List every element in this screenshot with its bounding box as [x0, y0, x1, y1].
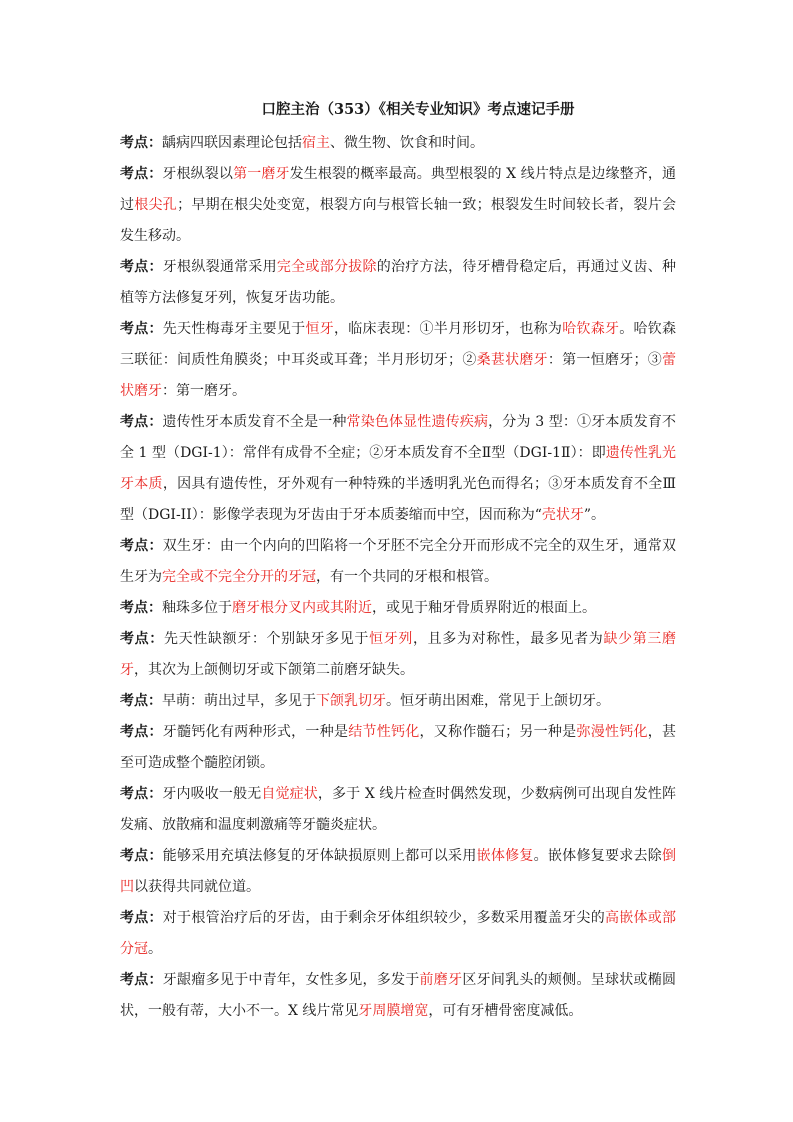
- exam-point: [120, 624, 676, 686]
- exam-point: [120, 314, 676, 407]
- point-label: 考点：: [120, 259, 163, 275]
- point-text: 牙根纵裂通常采用: [162, 259, 277, 275]
- point-text: ：第一磨牙。: [162, 383, 246, 399]
- highlighted-keyword: 根尖孔: [134, 197, 178, 213]
- point-text: ：第一恒磨牙；③: [547, 352, 663, 368]
- point-text: 先天性缺额牙：个别缺牙多见于: [163, 631, 370, 647]
- point-text: 对于根管治疗后的牙齿，由于剩余牙体组织较少，多数采用覆盖牙尖的: [162, 910, 605, 926]
- highlighted-keyword: 结节性钙化: [348, 724, 420, 740]
- point-text: 龋病四联因素理论包括: [162, 135, 302, 151]
- point-label: 考点：: [120, 135, 162, 151]
- point-text: 的治疗方法，待牙槽骨稳定后，再通过义齿、种植等方法修复牙列，恢复牙齿功能。: [120, 259, 677, 306]
- highlighted-keyword: 磨牙根分叉内或其附近: [232, 600, 372, 616]
- point-text: 牙龈瘤多见于中青年，女性多见，多发于: [162, 972, 420, 988]
- point-text: ，因具有遗传性，牙外观有一种特殊的半透明乳光色而得名；③牙本质发育不全Ⅲ型（DGI-II）：影像学表现为牙齿由于牙本质萎缩而中空，因而称为“: [120, 476, 677, 523]
- highlighted-keyword: 哈钦森牙: [562, 321, 620, 337]
- point-text: 双生牙：由一个内向的凹陷将一个牙胚不完全分开而形成不完全的双生牙，通常双生牙为: [120, 538, 677, 585]
- exam-point: [120, 252, 676, 314]
- highlighted-keyword: 完全或部分拔除: [276, 259, 377, 275]
- point-label: 考点：: [120, 600, 162, 616]
- point-label: 考点：: [120, 693, 162, 709]
- point-text: ；早期在根尖处变宽，根裂方向与根管长轴一致；根裂发生时间较长者，裂片会发生移动。: [120, 197, 677, 244]
- highlighted-keyword: 完全或不完全分开的牙冠: [162, 569, 316, 585]
- highlighted-keyword: 壳状牙: [541, 507, 584, 523]
- exam-point: [120, 159, 676, 252]
- exam-point: [120, 128, 676, 159]
- point-text: 先天性梅毒牙主要见于: [162, 321, 306, 337]
- highlighted-keyword: 第一磨牙: [233, 166, 290, 182]
- highlighted-keyword: 恒牙: [305, 321, 334, 337]
- exam-point: [120, 531, 676, 593]
- point-text: ，有一个共同的牙根和根管。: [316, 569, 498, 585]
- highlighted-keyword: 牙周膜增宽: [358, 1003, 429, 1019]
- point-label: 考点：: [120, 321, 163, 337]
- highlighted-keyword: 缺少第三磨牙: [120, 631, 677, 678]
- exam-point: [120, 965, 676, 1027]
- highlighted-keyword: 常染色体显性遗传疾病: [346, 414, 489, 430]
- point-text: 。嵌体修复要求去除: [533, 848, 663, 864]
- points-list: [120, 128, 676, 1027]
- point-label: 考点：: [120, 166, 163, 182]
- highlighted-keyword: 遗传性乳光牙本质: [120, 445, 676, 492]
- exam-point: [120, 593, 676, 624]
- point-text: ，其次为上颌侧切牙或下颌第二前磨牙缺失。: [134, 662, 414, 678]
- highlighted-keyword: 弥漫性钙化: [576, 724, 648, 740]
- point-text: 釉珠多位于: [162, 600, 232, 616]
- point-text: 。恒牙萌出困难，常见于上颌切牙。: [386, 693, 610, 709]
- point-label: 考点：: [120, 414, 163, 430]
- exam-point: [120, 903, 676, 965]
- document-page: [120, 100, 676, 1027]
- point-text: 牙内吸收一般无: [162, 786, 262, 802]
- point-text: ”。: [583, 507, 606, 523]
- point-text: ，甚至可造成整个髓腔闭锁。: [120, 724, 677, 771]
- point-text: 早萌：萌出过早，多见于: [162, 693, 316, 709]
- exam-point: [120, 686, 676, 717]
- highlighted-keyword: 桑葚状磨牙: [476, 352, 548, 368]
- point-label: 考点：: [120, 786, 163, 802]
- point-text: ，分为 3 型：①牙本质发育不全 1 型（DGI-1）：常伴有成骨不全症；②牙本质发育不全Ⅱ型（DGI-1Ⅱ）：即: [120, 414, 677, 461]
- point-label: 考点：: [120, 538, 163, 554]
- highlighted-keyword: 宿主: [302, 135, 330, 151]
- highlighted-keyword: 蕾状磨牙: [120, 352, 677, 399]
- point-label: 考点：: [120, 910, 163, 926]
- point-text: 。哈钦森三联征：间质性角膜炎；中耳炎或耳聋；半月形切牙；②: [120, 321, 677, 368]
- exam-point: [120, 841, 676, 903]
- point-text: 遗传性牙本质发育不全是一种: [162, 414, 347, 430]
- point-label: 考点：: [120, 848, 163, 864]
- highlighted-keyword: 倒凹: [120, 848, 677, 895]
- exam-point: [120, 407, 676, 531]
- highlighted-keyword: 前磨牙: [419, 972, 463, 988]
- highlighted-keyword: 下颌乳切牙: [316, 693, 386, 709]
- point-text: ，多于 X 线片检查时偶然发现，少数病例可出现自发性阵发痛、放散痛和温度刺激痛等牙髓炎症状。: [120, 786, 677, 833]
- point-text: ，或见于釉牙骨质界附近的根面上。: [372, 600, 596, 616]
- point-text: ，可有牙槽骨密度减低。: [428, 1003, 583, 1019]
- point-text: 牙髓钙化有两种形式，一种是: [162, 724, 349, 740]
- point-text: ，且多为对称性，最多见者为: [413, 631, 604, 647]
- point-text: 发生根裂的概率最高。典型根裂的 X 线片特点是边缘整齐，通过: [120, 166, 677, 213]
- point-label: 考点：: [120, 724, 163, 740]
- highlighted-keyword: 嵌体修复: [476, 848, 534, 864]
- point-label: 考点：: [120, 972, 163, 988]
- exam-point: [120, 779, 676, 841]
- point-text: ，又称作髓石；另一种是: [419, 724, 577, 740]
- point-text: 牙根纵裂以: [162, 166, 234, 182]
- point-text: 以获得共同就位道。: [134, 879, 260, 895]
- point-text: 。: [148, 941, 162, 957]
- highlighted-keyword: 高嵌体或部分冠: [120, 910, 677, 957]
- highlighted-keyword: 恒牙列: [369, 631, 413, 647]
- point-text: 区牙间乳头的颊侧。呈球状或椭圆状，一般有蒂，大小不一。X 线片常见: [120, 972, 677, 1019]
- point-text: ，临床表现：①半月形切牙，也称为: [333, 321, 563, 337]
- point-text: 、微生物、饮食和时间。: [330, 135, 484, 151]
- highlighted-keyword: 自觉症状: [261, 786, 318, 802]
- point-text: 能够采用充填法修复的牙体缺损原则上都可以采用: [162, 848, 477, 864]
- point-label: 考点：: [120, 631, 164, 647]
- exam-point: [120, 717, 676, 779]
- document-title: 口腔主治（353）《相关专业知识》考点速记手册: [261, 101, 575, 118]
